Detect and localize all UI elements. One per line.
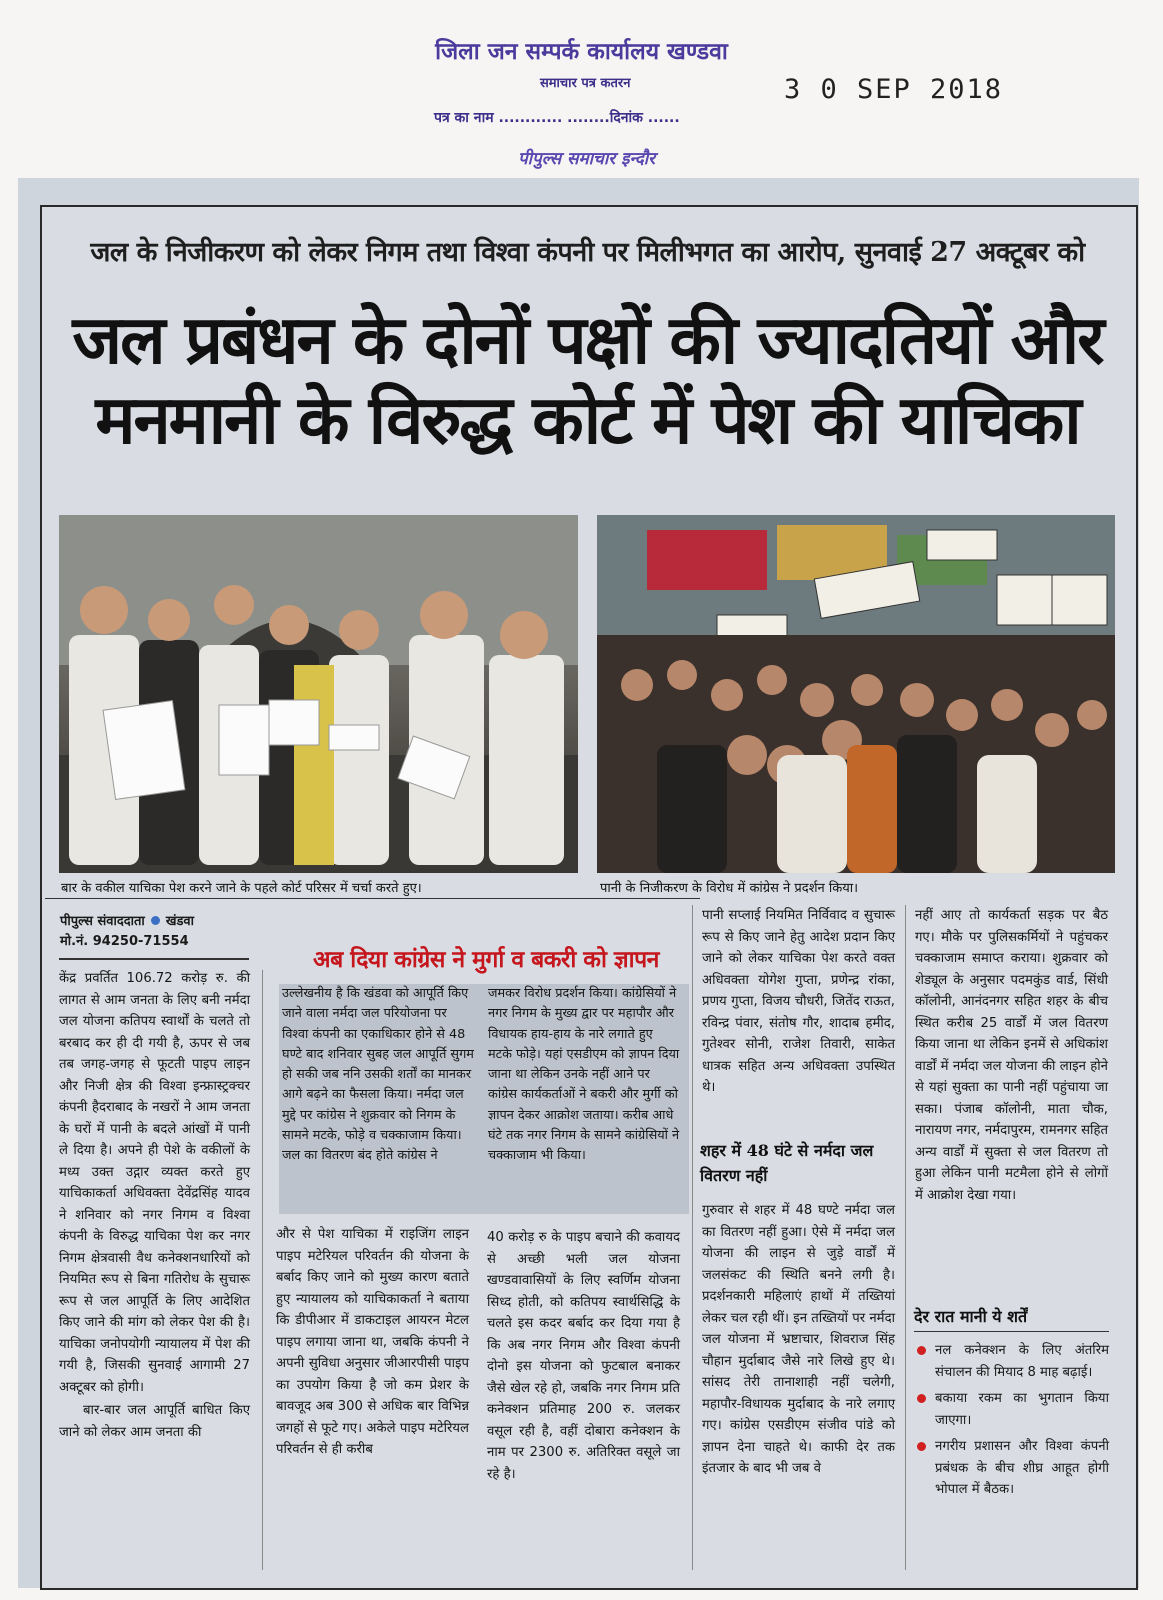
- column-1-text: केंद्र प्रवर्तित 106.72 करोड़ रु. की लागत से आम जनता के लिए बनी नर्मदा जल योजना कतिपय स्वार्थों के चलते तो बरबाद कर ही दी गयी है, ऊपर से जब तब जगह-जगह से फूटती पाइप लाइन और निजी क्षेत्र की विश्वा इन्फ्रास्ट्रक्चर कंपनी हैदराबाद के नखरों ने आम जनता के घरों में पानी के बदले आंखों में पानी ले दिया है। अपने ही पेशे के वकीलों के मध्य उक्त उद्गार व्यक्त करते हुए याचिकाकर्ता अधिवक्ता देवेंद्रसिंह यादव ने शनिवार को नगर निगम व विश्वा कंपनी के विरुद्ध याचिका पेश कर नगर निगम क्षेत्रवासी वैध कनेक्शनधारियों को नियमित रूप से बिना गतिरोध के सुचारू रूप से जल आपूर्ति के लिए आदेशित किए जाने की मांग को लेकर पेश की है। याचिका जनोपयोगी न्यायालय में पेश की गयी है, जिसकी सुनवाई आगामी 27 अक्टूबर को होगी।: [59, 971, 250, 1395]
- section-heading-48-hours: शहर में 48 घंटे से नर्मदा जल वितरण नहीं: [700, 1141, 874, 1185]
- article-kicker: जल के निजीकरण को लेकर निगम तथा विश्वा कंपनी पर मिलीभगत का आरोप, सुनवाई 27 अक्टूबर को: [90, 237, 1085, 268]
- column-2-lower: और से पेश याचिका में राइजिंग लाइन पाइप मटेरियल परिवर्तन की योजना के बर्बाद किए जाने को मुख्य कारण बताते हुए न्यायालय को याचिकाकर्ता ने बताया कि डीपीआर में डाकटाइल आयरन मेटल पाइप लगाया जाना था, जबकि कंपनी ने अपनी सुविधा अनुसार जीआरपीसी पाइप का उपयोग किया है जो कम प्रेशर के बावजूद अब 300 से अधिक बार विभिन्न जगहों से फूटे गए। अकेले पाइप मटेरियल परिवर्तन से ही करीब: [276, 1227, 469, 1457]
- condition-item: नल कनेक्शन के लिए अंतरिम संचालन की मियाद 8 माह बढ़ाई।: [915, 1340, 1109, 1383]
- headline-line-1: जल प्रबंधन के दोनों पक्षों की ज्यादतियों और: [72, 301, 1103, 379]
- office-name: जिला जन सम्पर्क कार्यालय खण्डवा: [435, 38, 728, 65]
- red-bullet-icon: [917, 1394, 926, 1403]
- newspaper-name: पीपुल्स समाचार इन्दौर: [518, 149, 656, 169]
- byline-name: पीपुल्स संवाददाता: [60, 914, 145, 929]
- bullet-dot-icon: [151, 916, 160, 925]
- box-column-right: जमकर विरोध प्रदर्शन किया। कांग्रेसियों ने नगर निगम के मुख्य द्वार पर महापौर और विधायक हाय-हाय के नारे लगाते हुए मटके फोड़े। यहां एसडीएम को ज्ञापन दिया जाना था लेकिन उनके नहीं आने पर कांग्रेस कार्यकर्ताओं ने बकरी और मुर्गी को ज्ञापन देकर आक्रोश जताया। करीब आधे घंटे तक नगर निगम के सामने कांग्रेसियों ने चक्काजाम भी किया।: [488, 986, 680, 1164]
- byline-rule: [59, 958, 249, 960]
- caption-rule: [45, 898, 700, 899]
- lawyers-photo: [59, 515, 578, 873]
- red-bullet-icon: [917, 1442, 926, 1451]
- clipping-date: 3 0 SEP 2018: [784, 74, 1004, 105]
- byline-mobile: मो.नं. 94250-71554: [60, 934, 189, 949]
- column-1-tail: बार-बार जल आपूर्ति बाधित किए जाने को लेकर आम जनता की: [59, 1403, 250, 1440]
- condition-item: नगरीय प्रशासन और विश्वा कंपनी प्रबंधक के बीच शीघ्र आहूत होगी भोपाल में बैठक।: [915, 1436, 1109, 1501]
- lawyers-photo-illustration: [59, 515, 578, 873]
- clipping-label: समाचार पत्र कतरन: [540, 76, 631, 91]
- column-divider-3: [905, 905, 906, 1570]
- box-column-left: उल्लेखनीय है कि खंडवा को आपूर्ति किए जाने वाला नर्मदा जल परियोजना पर विश्वा कंपनी का एकाधिकार होने से 48 घण्टे बाद शनिवार सुबह जल आपूर्ति सुगम हो सकी जब ननि उसकी शर्तों का मानकर आगे बढ़ने का फैसला किया। नर्मदा जल मुद्दे पर कांग्रेस ने शुक्रवार को निगम के सामने मटके, फोड़े व चक्काजाम किया। जल का वितरण बंद होते कांग्रेस ने: [282, 986, 474, 1164]
- column-divider-1: [262, 970, 263, 1570]
- column-3-lower: 40 करोड़ रु के पाइप बचाने की कवायद से अच्छी भली जल योजना खण्डवावासियों के लिए स्वर्णिम योजना सिध्द होती, को कतिपय स्वार्थसिद्धि के चलते इस कदर बर्बाद कर दिया गया है कि अब नगर निगम और विश्वा कंपनी दोनो इस योजना को फुटबाल बनाकर जैसे खेल रहे हो, जबकि नगर निगम प्रति कनेक्शन प्रतिमाह 200 रु. जलकर वसूल रही है, वहीं दोबारा कनेक्शन के नाम पर 2300 रु. अतिरिक्त वसूले जा रहे है।: [487, 1230, 680, 1482]
- column-4-lower: गुरुवार से शहर में 48 घण्टे नर्मदा जल का वितरण नहीं हुआ। ऐसे में नर्मदा जल योजना की लाइन से जुड़े वार्डों में जलसंकट की स्थिति बनने लगी है। प्रदर्शनकारी महिलाएं हाथों में तख्तियां लेकर चल रही थीं। इन तख्तियों पर नर्मदा जल योजना में भ्रष्टाचार, शिवराज सिंह चौहान मुर्दाबाद जैसे नारे लिखे हुए थे। सांसद तेरी तानाशाही नहीं चलेगी, महापौर-विधायक मुर्दाबाद के नारे लगाए गए। कांग्रेस एसडीएम संजीव पांडे को ज्ञापन देना चाहते थे। काफी देर तक इंतजार के बाद भी जब वे: [702, 1203, 895, 1476]
- protest-photo-illustration: [597, 515, 1115, 873]
- red-bullet-icon: [917, 1346, 926, 1355]
- photo-caption-right: पानी के निजीकरण के विरोध में कांग्रेस ने प्रदर्शन किया।: [600, 881, 859, 896]
- conditions-list: [915, 1340, 1109, 1506]
- condition-item: बकाया रकम का भुगतान किया जाएगा।: [915, 1388, 1109, 1431]
- byline: [60, 912, 194, 952]
- column-5-upper: नहीं आए तो कार्यकर्ता सड़क पर बैठ गए। मौके पर पुलिसकर्मियों ने पहुंचकर चक्काजाम समाप्त कराया। शुक्रवार को शेड्यूल के अनुसार पदमकुंड वार्ड, सिंधी कॉलोनी, आनंदनगर सहित शहर के बीच स्थित करीब 25 वार्डों में जल वितरण किया जाना था लेकिन इनमें से अधिकांश वार्डों में नर्मदा जल योजना की लाइन होने से यहां सुक्ता का पानी नहीं पहुंचाया जा सका। पंजाब कॉलोनी, माता चौक, नारायण नगर, नर्मदापुरम, रामनगर सहित अन्य वार्डों में सुक्ता से जल वितरण तो हुआ लेकिन पानी मटमैला होने से लोगों में आक्रोश देखा गया।: [915, 908, 1108, 1203]
- conditions-rule: [914, 1331, 1109, 1332]
- protest-photo: [597, 515, 1115, 873]
- article-headline: [50, 300, 1125, 461]
- sub-headline: अब दिया कांग्रेस ने मुर्गा व बकरी को ज्ञापन: [313, 946, 659, 973]
- photo-caption-left: बार के वकील याचिका पेश करने जाने के पहले कोर्ट परिसर में चर्चा करते हुए।: [61, 881, 422, 896]
- clipping-stamp: [0, 0, 1163, 180]
- column-1: [59, 968, 250, 1443]
- headline-line-2: मनमानी के विरुद्ध कोर्ट में पेश की याचिका: [95, 381, 1080, 460]
- column-divider-2: [692, 905, 693, 1570]
- column-4-upper: पानी सप्लाई नियमित निर्विवाद व सुचारू रूप से किए जाने हेतु आदेश प्रदान किए जाने को लेकर याचिका पेश करते वक्त अधिवक्ता योगेश गुप्ता, प्रणेन्द्र रांका, प्रणय गुप्ता, विजय चौधरी, जितेंद राऊत, रविन्द्र पंवार, संतोष गौर, शादाब हमीद, गुतेश्वर सोनी, राजेश तिवारी, साकेत धात्रक सहित अन्य अधिवक्ता उपस्थित थे।: [702, 908, 895, 1095]
- paper-name-field: पत्र का नाम ............ ........दिनांक ......: [434, 110, 680, 126]
- byline-place: खंडवा: [165, 914, 194, 929]
- section-heading-conditions: देर रात मानी ये शर्तें: [914, 1307, 1028, 1326]
